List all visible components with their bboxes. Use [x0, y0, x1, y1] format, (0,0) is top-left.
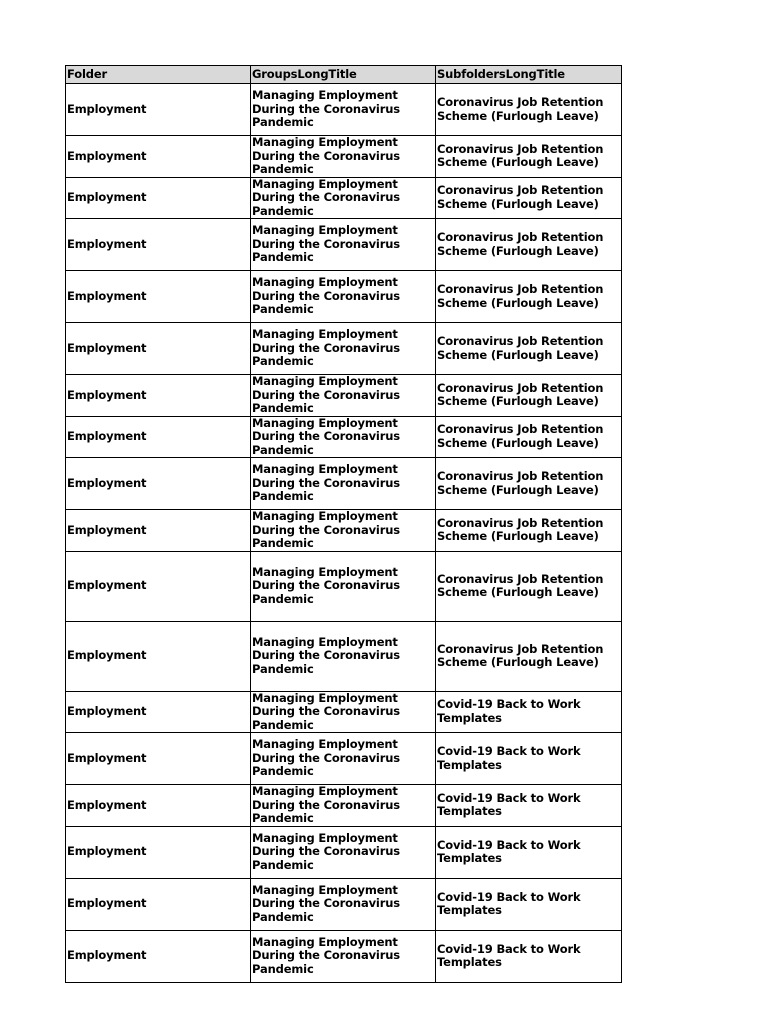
- folder-cell: Employment: [66, 510, 251, 552]
- folder-cell: Employment: [66, 219, 251, 271]
- folder-cell: Employment: [66, 458, 251, 510]
- group-cell: Managing Employment During the Coronavirus Pandemic: [251, 458, 436, 510]
- table-row: [66, 826, 622, 878]
- folder-cell: Employment: [66, 785, 251, 827]
- group-cell: Managing Employment During the Coronavirus Pandemic: [251, 621, 436, 691]
- subfolder-cell: Coronavirus Job Retention Scheme (Furlough Leave): [436, 84, 622, 136]
- group-cell: Managing Employment During the Coronavirus Pandemic: [251, 177, 436, 219]
- folder-cell: Employment: [66, 621, 251, 691]
- table-row: [66, 458, 622, 510]
- table-row: [66, 219, 622, 271]
- subfolder-cell: Coronavirus Job Retention Scheme (Furlough Leave): [436, 375, 622, 417]
- table-body: [66, 84, 622, 983]
- subfolder-cell: Coronavirus Job Retention Scheme (Furlough Leave): [436, 177, 622, 219]
- subfolder-cell: Coronavirus Job Retention Scheme (Furlough Leave): [436, 551, 622, 621]
- subfolder-cell: Covid-19 Back to Work Templates: [436, 878, 622, 930]
- folder-cell: Employment: [66, 878, 251, 930]
- subfolder-cell: Coronavirus Job Retention Scheme (Furlough Leave): [436, 621, 622, 691]
- subfolder-cell: Coronavirus Job Retention Scheme (Furlough Leave): [436, 510, 622, 552]
- subfolder-cell: Coronavirus Job Retention Scheme (Furlough Leave): [436, 271, 622, 323]
- folder-cell: Employment: [66, 733, 251, 785]
- data-table: [65, 65, 622, 983]
- subfolder-cell: Covid-19 Back to Work Templates: [436, 826, 622, 878]
- table-row: [66, 136, 622, 178]
- subfolder-cell: Coronavirus Job Retention Scheme (Furlough Leave): [436, 136, 622, 178]
- header-subfolders-long-title: SubfoldersLongTitle: [436, 66, 622, 84]
- group-cell: Managing Employment During the Coronavirus Pandemic: [251, 826, 436, 878]
- group-cell: Managing Employment During the Coronavirus Pandemic: [251, 733, 436, 785]
- table-row: [66, 621, 622, 691]
- folder-cell: Employment: [66, 177, 251, 219]
- folder-cell: Employment: [66, 375, 251, 417]
- group-cell: Managing Employment During the Coronavirus Pandemic: [251, 878, 436, 930]
- group-cell: Managing Employment During the Coronavirus Pandemic: [251, 219, 436, 271]
- subfolder-cell: Coronavirus Job Retention Scheme (Furlough Leave): [436, 458, 622, 510]
- table-row: [66, 691, 622, 733]
- folder-cell: Employment: [66, 136, 251, 178]
- subfolder-cell: Coronavirus Job Retention Scheme (Furlough Leave): [436, 219, 622, 271]
- group-cell: Managing Employment During the Coronavirus Pandemic: [251, 510, 436, 552]
- group-cell: Managing Employment During the Coronavirus Pandemic: [251, 416, 436, 458]
- folder-cell: Employment: [66, 551, 251, 621]
- table-row: [66, 323, 622, 375]
- header-folder: Folder: [66, 66, 251, 84]
- group-cell: Managing Employment During the Coronavirus Pandemic: [251, 551, 436, 621]
- table-row: [66, 271, 622, 323]
- table-row: [66, 878, 622, 930]
- folder-cell: Employment: [66, 271, 251, 323]
- table-row: [66, 177, 622, 219]
- group-cell: Managing Employment During the Coronavirus Pandemic: [251, 691, 436, 733]
- group-cell: Managing Employment During the Coronavirus Pandemic: [251, 323, 436, 375]
- group-cell: Managing Employment During the Coronavirus Pandemic: [251, 375, 436, 417]
- table-row: [66, 785, 622, 827]
- folder-cell: Employment: [66, 930, 251, 982]
- subfolder-cell: Coronavirus Job Retention Scheme (Furlough Leave): [436, 323, 622, 375]
- group-cell: Managing Employment During the Coronavirus Pandemic: [251, 271, 436, 323]
- group-cell: Managing Employment During the Coronavirus Pandemic: [251, 136, 436, 178]
- group-cell: Managing Employment During the Coronavirus Pandemic: [251, 785, 436, 827]
- folder-cell: Employment: [66, 323, 251, 375]
- table-row: [66, 733, 622, 785]
- folder-cell: Employment: [66, 84, 251, 136]
- table-row: [66, 375, 622, 417]
- subfolder-cell: Covid-19 Back to Work Templates: [436, 785, 622, 827]
- folder-cell: Employment: [66, 416, 251, 458]
- subfolder-cell: Coronavirus Job Retention Scheme (Furlough Leave): [436, 416, 622, 458]
- table-row: [66, 930, 622, 982]
- subfolder-cell: Covid-19 Back to Work Templates: [436, 691, 622, 733]
- group-cell: Managing Employment During the Coronavirus Pandemic: [251, 930, 436, 982]
- table-row: [66, 84, 622, 136]
- table-row: [66, 416, 622, 458]
- table-row: [66, 551, 622, 621]
- table-row: [66, 510, 622, 552]
- subfolder-cell: Covid-19 Back to Work Templates: [436, 733, 622, 785]
- header-groups-long-title: GroupsLongTitle: [251, 66, 436, 84]
- folder-cell: Employment: [66, 826, 251, 878]
- group-cell: Managing Employment During the Coronavirus Pandemic: [251, 84, 436, 136]
- folder-cell: Employment: [66, 691, 251, 733]
- header-row: [66, 66, 622, 84]
- subfolder-cell: Covid-19 Back to Work Templates: [436, 930, 622, 982]
